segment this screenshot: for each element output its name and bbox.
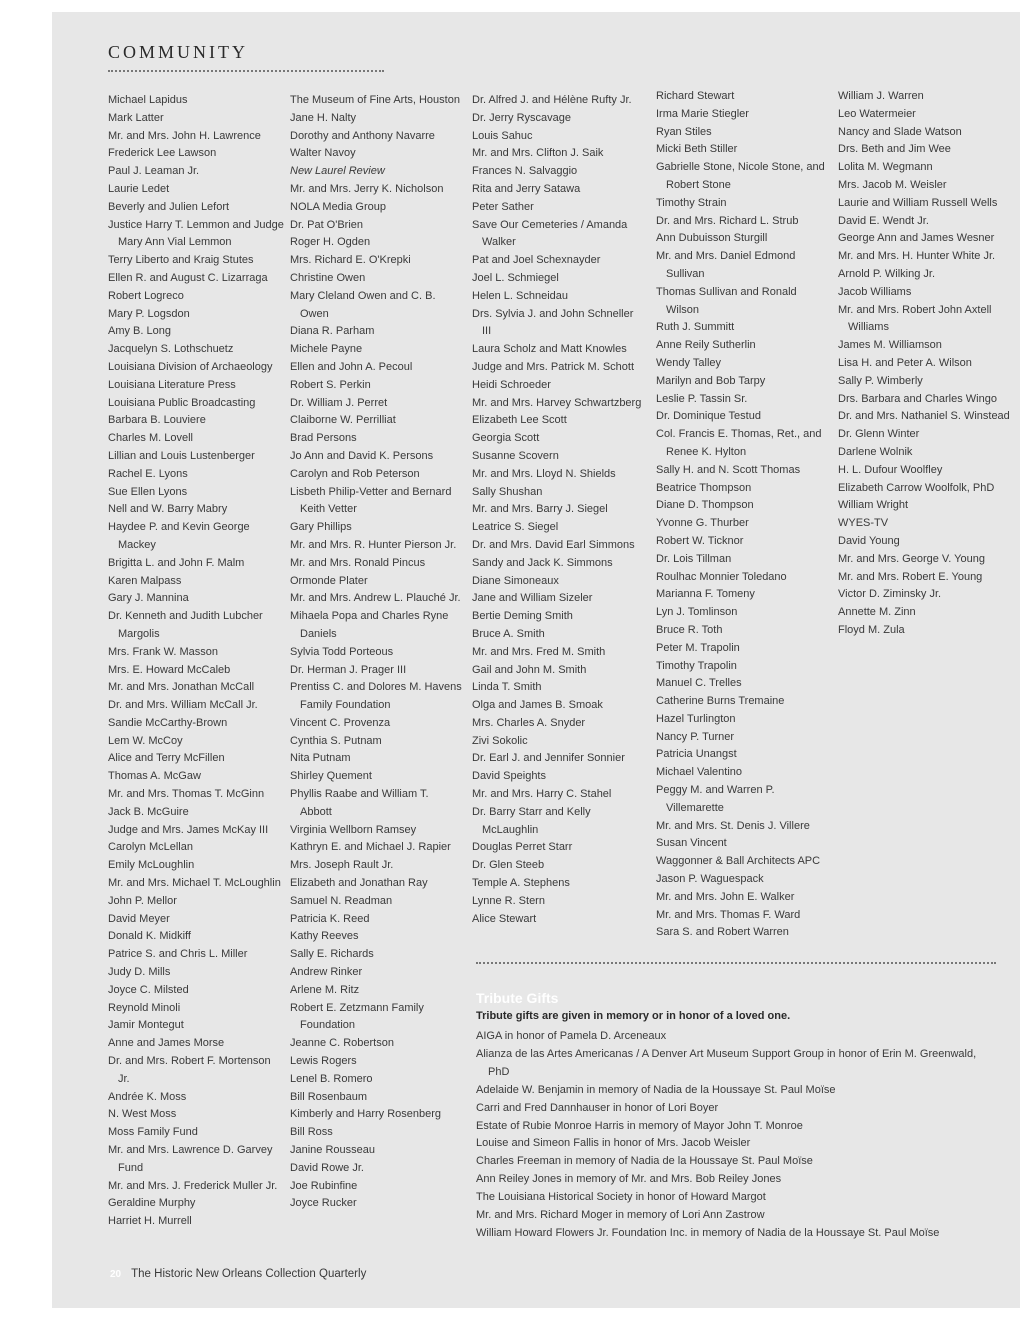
tribute-item: Estate of Rubie Monroe Harris in memory of Mayor John T. Monroe bbox=[476, 1119, 803, 1132]
donor-name: Mr. and Mrs. Fred M. Smith bbox=[472, 645, 606, 658]
donor-name: James M. Williamson bbox=[838, 339, 942, 352]
tribute-list bbox=[476, 1028, 996, 1243]
donor-name: William J. Warren bbox=[838, 90, 924, 102]
donor-name: Alice Stewart bbox=[472, 912, 537, 925]
donor-name: Mr. and Mrs. Robert John Axtell Williams bbox=[838, 303, 992, 334]
donor-name: Geraldine Murphy bbox=[108, 1197, 196, 1210]
donor-name: Lolita M. Wegmann bbox=[838, 161, 933, 174]
donor-name: Dr. and Mrs. William McCall Jr. bbox=[108, 699, 258, 712]
donor-name: Virginia Wellborn Ramsey bbox=[290, 823, 417, 836]
donor-name: Ryan Stiles bbox=[656, 125, 712, 138]
donor-name: Samuel N. Readman bbox=[290, 894, 393, 907]
donor-name: Dorothy and Anthony Navarre bbox=[290, 129, 435, 142]
donor-name: Mark Latter bbox=[108, 111, 164, 124]
donor-name: Douglas Perret Starr bbox=[472, 841, 573, 854]
donor-name: Robert E. Zetzmann Family Foundation bbox=[290, 1001, 424, 1032]
donor-name: Christine Owen bbox=[290, 271, 366, 284]
page bbox=[52, 12, 1020, 1308]
donor-name: Mr. and Mrs. Robert E. Young bbox=[838, 570, 983, 583]
donor-name: Kimberly and Harry Rosenberg bbox=[290, 1108, 442, 1121]
donor-name: Sally P. Wimberly bbox=[838, 374, 923, 387]
donor-name: Justice Harry T. Lemmon and Judge Mary Ann Vial Lemmon bbox=[108, 218, 284, 249]
donor-name: Patricia Unangst bbox=[656, 748, 737, 761]
donor-name: Haydee P. and Kevin George Mackey bbox=[108, 521, 250, 551]
donor-name: Dr. and Mrs. Richard L. Strub bbox=[656, 214, 799, 227]
donor-name: David Rowe Jr. bbox=[290, 1161, 364, 1174]
donor-name: Dr. William J. Perret bbox=[290, 396, 388, 409]
donor-name: Phyllis Raabe and William T. Abbott bbox=[290, 788, 429, 818]
donor-name: Elizabeth Lee Scott bbox=[472, 414, 567, 427]
donor-name: Michael Valentino bbox=[656, 766, 743, 779]
donor-name: Sandy and Jack K. Simmons bbox=[472, 556, 613, 569]
donor-name: Amy B. Long bbox=[108, 325, 171, 338]
donor-name: Mrs. Frank W. Masson bbox=[108, 645, 219, 658]
donor-name: Patrice S. and Chris L. Miller bbox=[108, 948, 248, 961]
donor-name: Judy D. Mills bbox=[108, 966, 171, 979]
donor-name: Paul J. Leaman Jr. bbox=[108, 165, 200, 178]
donor-name: Dr. and Mrs. Robert F. Mortenson Jr. bbox=[108, 1055, 271, 1085]
donor-name: Save Our Cemeteries / Amanda Walker bbox=[472, 218, 628, 249]
donor-name: Elizabeth and Jonathan Ray bbox=[290, 877, 428, 890]
donor-name: Leslie P. Tassin Sr. bbox=[656, 392, 748, 405]
donor-name: Kathy Reeves bbox=[290, 930, 359, 943]
donor-name: Mr. and Mrs. H. Hunter White Jr. bbox=[838, 250, 996, 263]
donor-name: Frances N. Salvaggio bbox=[472, 165, 578, 178]
donor-name: Dr. and Mrs. David Earl Simmons bbox=[472, 538, 635, 551]
donor-name: Joel L. Schmiegel bbox=[472, 271, 559, 284]
tribute-item: Alianza de las Artes Americanas / A Denver Art Museum Support Group in honor of Erin M. Greenwald, PhD bbox=[476, 1047, 977, 1078]
donor-name: Terry Liberto and Kraig Stutes bbox=[108, 254, 254, 267]
donor-column-3 bbox=[472, 92, 644, 928]
donor-name: Arnold P. Wilking Jr. bbox=[838, 267, 936, 280]
donor-column-5 bbox=[838, 88, 1014, 640]
donor-name: Robert Logreco bbox=[108, 289, 184, 302]
donor-name: Jo Ann and David K. Persons bbox=[290, 449, 434, 462]
donor-name: Jeanne C. Robertson bbox=[290, 1037, 394, 1050]
donor-name: Bill Ross bbox=[290, 1126, 333, 1139]
donor-name: Lisbeth Philip-Vetter and Bernard Keith Vetter bbox=[290, 485, 452, 516]
donor-name: Barbara B. Louviere bbox=[108, 414, 206, 427]
donor-name: Walter Navoy bbox=[290, 147, 356, 160]
donor-name: Louisiana Division of Archaeology bbox=[108, 360, 273, 373]
donor-name: Louis Sahuc bbox=[472, 129, 533, 142]
donor-name: Gail and John M. Smith bbox=[472, 663, 587, 676]
donor-name: Jamir Montegut bbox=[108, 1019, 184, 1032]
donor-name: Cynthia S. Putnam bbox=[290, 734, 382, 747]
donor-name: Gabrielle Stone, Nicole Stone, and Robert Stone bbox=[656, 161, 825, 191]
donor-name: Darlene Wolnik bbox=[838, 445, 913, 458]
donor-name: Jacob Williams bbox=[838, 285, 912, 298]
donor-name: Irma Marie Stiegler bbox=[656, 107, 749, 120]
donor-name: Mr. and Mrs. Barry J. Siegel bbox=[472, 503, 608, 516]
donor-name: Mr. and Mrs. Harvey Schwartzberg bbox=[472, 396, 642, 409]
donor-name: Leatrice S. Siegel bbox=[472, 521, 559, 534]
donor-name: Lynne R. Stern bbox=[472, 894, 545, 907]
tribute-item: Charles Freeman in memory of Nadia de la Houssaye St. Paul Moïse bbox=[476, 1155, 813, 1168]
donor-name: Linda T. Smith bbox=[472, 681, 542, 694]
donor-name: Jack B. McGuire bbox=[108, 805, 189, 818]
donor-name: Kathryn E. and Michael J. Rapier bbox=[290, 841, 451, 854]
donor-name: Elizabeth Carrow Woolfolk, PhD bbox=[838, 481, 995, 494]
donor-name: Peter Sather bbox=[472, 200, 534, 213]
donor-name: Dr. and Mrs. Nathaniel S. Winstead bbox=[838, 410, 1010, 423]
donor-name: Floyd M. Zula bbox=[838, 623, 905, 636]
donor-name: Mr. and Mrs. Clifton J. Saik bbox=[472, 147, 604, 160]
donor-name: Sue Ellen Lyons bbox=[108, 485, 188, 498]
donor-name: Nell and W. Barry Mabry bbox=[108, 503, 228, 516]
donor-name: Mr. and Mrs. J. Frederick Muller Jr. bbox=[108, 1179, 278, 1192]
donor-name: Helen L. Schneidau bbox=[472, 289, 569, 302]
donor-name: Judge and Mrs. James McKay III bbox=[108, 823, 269, 836]
donor-name: Bertie Deming Smith bbox=[472, 610, 573, 623]
donor-name: Gary J. Mannina bbox=[108, 592, 189, 605]
donor-name: Jacquelyn S. Lothschuetz bbox=[108, 343, 234, 356]
donor-name: Jane H. Nalty bbox=[290, 111, 357, 124]
tribute-item: William Howard Flowers Jr. Foundation Inc. in memory of Nadia de la Houssaye St. Paul Moïse bbox=[476, 1226, 940, 1239]
donor-name: Claiborne W. Perrilliat bbox=[290, 414, 396, 427]
tribute-item: Ann Reiley Jones in memory of Mr. and Mrs. Bob Reiley Jones bbox=[476, 1173, 782, 1186]
donor-name: Mr. and Mrs. George V. Young bbox=[838, 552, 985, 565]
donor-name: Yvonne G. Thurber bbox=[656, 517, 749, 530]
donor-name: Anne and James Morse bbox=[108, 1037, 225, 1050]
donor-name: Mr. and Mrs. Daniel Edmond Sullivan bbox=[656, 250, 796, 280]
donor-name: Mary Cleland Owen and C. B. Owen bbox=[290, 289, 436, 320]
donor-name: Harriet H. Murrell bbox=[108, 1215, 192, 1228]
donor-name: Andrew Rinker bbox=[290, 966, 363, 979]
donor-name: Lewis Rogers bbox=[290, 1055, 357, 1068]
donor-name: Susanne Scovern bbox=[472, 449, 559, 462]
donor-name: Prentiss C. and Dolores M. Havens Family Foundation bbox=[290, 681, 462, 712]
donor-name: Joe Rubinfine bbox=[290, 1179, 358, 1192]
donor-name: Laura Scholz and Matt Knowles bbox=[472, 343, 627, 356]
donor-name: Mr. and Mrs. Andrew L. Plauché Jr. bbox=[290, 592, 461, 605]
donor-name: Sally H. and N. Scott Thomas bbox=[656, 463, 801, 476]
section-heading: COMMUNITY bbox=[108, 42, 249, 62]
donor-column-4 bbox=[656, 88, 832, 942]
donor-name: Diane Simoneaux bbox=[472, 574, 559, 587]
donor-name: Mr. and Mrs. Ronald Pincus bbox=[290, 556, 426, 569]
donor-name: Peter M. Trapolin bbox=[656, 641, 740, 654]
heading-divider bbox=[108, 70, 384, 72]
donor-name: Victor D. Ziminsky Jr. bbox=[838, 588, 942, 601]
donor-column-1 bbox=[108, 92, 284, 1231]
donor-name: Mr. and Mrs. St. Denis J. Villere bbox=[656, 819, 810, 832]
page-footer bbox=[110, 1268, 366, 1280]
donor-name: Wendy Talley bbox=[656, 356, 722, 369]
donor-name: Mrs. Charles A. Snyder bbox=[472, 716, 586, 729]
donor-name: Joyce Rucker bbox=[290, 1197, 357, 1210]
donor-name: Temple A. Stephens bbox=[472, 877, 570, 890]
donor-name: Frederick Lee Lawson bbox=[108, 147, 217, 160]
donor-name: Lem W. McCoy bbox=[108, 734, 183, 747]
donor-name: Mrs. Jacob M. Weisler bbox=[838, 178, 947, 191]
donor-name: Micki Beth Stiller bbox=[656, 143, 738, 156]
donor-name: Mrs. E. Howard McCaleb bbox=[108, 663, 231, 676]
donor-name: Robert S. Perkin bbox=[290, 378, 371, 391]
donor-name: Ormonde Plater bbox=[290, 574, 368, 587]
donor-name: Andrée K. Moss bbox=[108, 1090, 187, 1103]
donor-name: Mr. and Mrs. Jonathan McCall bbox=[108, 681, 255, 694]
donor-name: Mr. and Mrs. Harry C. Stahel bbox=[472, 788, 612, 801]
donor-name: Lillian and Louis Lustenberger bbox=[108, 449, 255, 462]
donor-name: Leo Watermeier bbox=[838, 107, 916, 120]
donor-name: Gary Phillips bbox=[290, 521, 352, 534]
donor-name: Pat and Joel Schexnayder bbox=[472, 254, 601, 267]
donor-name: NOLA Media Group bbox=[290, 200, 386, 213]
donor-name: Heidi Schroeder bbox=[472, 378, 551, 391]
donor-name: David Young bbox=[838, 534, 900, 547]
donor-name: Drs. Sylvia J. and John Schneller III bbox=[472, 307, 634, 338]
donor-name: Mr. and Mrs. R. Hunter Pierson Jr. bbox=[290, 538, 457, 551]
donor-name: Dr. Glen Steeb bbox=[472, 859, 545, 872]
donor-name: Mr. and Mrs. Lawrence D. Garvey Fund bbox=[108, 1144, 273, 1174]
donor-name: Marianna F. Tomeny bbox=[656, 588, 755, 601]
donor-name: Lyn J. Tomlinson bbox=[656, 606, 738, 619]
tribute-item: The Louisiana Historical Society in honor of Howard Margot bbox=[476, 1191, 766, 1204]
donor-name: Drs. Barbara and Charles Wingo bbox=[838, 392, 997, 405]
tribute-intro: Tribute gifts are given in memory or in honor of a loved one. bbox=[476, 1010, 791, 1022]
donor-name: Ruth J. Summitt bbox=[656, 321, 735, 334]
donor-name: Sara S. and Robert Warren bbox=[656, 926, 789, 939]
donor-name: Bruce A. Smith bbox=[472, 627, 545, 640]
donor-name: Jason P. Waguespack bbox=[656, 873, 764, 886]
donor-name: Nancy P. Turner bbox=[656, 730, 735, 743]
donor-name: Dr. Herman J. Prager III bbox=[290, 663, 407, 676]
donor-name: Nancy and Slade Watson bbox=[838, 125, 962, 138]
donor-name: Mrs. Richard E. O'Krepki bbox=[290, 254, 411, 267]
donor-name: Mr. and Mrs. Thomas T. McGinn bbox=[108, 788, 265, 801]
donor-name: Lenel B. Romero bbox=[290, 1072, 373, 1085]
donor-name: Louisiana Public Broadcasting bbox=[108, 396, 256, 409]
donor-name: Sally Shushan bbox=[472, 485, 543, 498]
donor-name: Roulhac Monnier Toledano bbox=[656, 570, 787, 583]
donor-name: David Speights bbox=[472, 770, 546, 783]
donor-name: Susan Vincent bbox=[656, 837, 727, 850]
donor-name: The Museum of Fine Arts, Houston bbox=[290, 94, 460, 106]
donor-name: Bill Rosenbaum bbox=[290, 1090, 368, 1103]
donor-name: Sandie McCarthy-Brown bbox=[108, 716, 228, 729]
donor-name: Louisiana Literature Press bbox=[108, 378, 236, 391]
donor-name: WYES-TV bbox=[838, 517, 889, 530]
tribute-item: Mr. and Mrs. Richard Moger in memory of Lori Ann Zastrow bbox=[476, 1209, 765, 1222]
donor-name: Patricia K. Reed bbox=[290, 912, 370, 925]
donor-name: H. L. Dufour Woolfley bbox=[838, 463, 943, 476]
donor-name: Dr. Lois Tillman bbox=[656, 552, 732, 565]
donor-name: David Meyer bbox=[108, 912, 170, 925]
donor-name: Arlene M. Ritz bbox=[290, 983, 360, 996]
donor-name: Bruce R. Toth bbox=[656, 623, 723, 636]
donor-name: Marilyn and Bob Tarpy bbox=[656, 374, 766, 387]
donor-name: Beatrice Thompson bbox=[656, 481, 752, 494]
donor-name: Donald K. Midkiff bbox=[108, 930, 191, 943]
donor-name: Dr. Kenneth and Judith Lubcher Margolis bbox=[108, 610, 263, 640]
donor-name: John P. Mellor bbox=[108, 894, 177, 907]
donor-name: Anne Reily Sutherlin bbox=[656, 339, 756, 352]
donor-name: Dr. Pat O'Brien bbox=[290, 218, 364, 231]
donor-name: Sally E. Richards bbox=[290, 948, 374, 961]
donor-name: William Wright bbox=[838, 499, 909, 512]
donor-name: Michael Lapidus bbox=[108, 94, 188, 106]
donor-name: Rachel E. Lyons bbox=[108, 467, 188, 480]
donor-name: Brad Persons bbox=[290, 432, 357, 445]
donor-column-2 bbox=[290, 92, 462, 1213]
donor-name: Michele Payne bbox=[290, 343, 363, 356]
donor-name: Charles M. Lovell bbox=[108, 432, 193, 445]
donor-name: Shirley Quement bbox=[290, 770, 372, 783]
donor-name: Robert W. Ticknor bbox=[656, 534, 744, 547]
donor-name: Mrs. Joseph Rault Jr. bbox=[290, 859, 394, 872]
donor-name: Dr. Glenn Winter bbox=[838, 428, 920, 441]
donor-name: Joyce C. Milsted bbox=[108, 983, 189, 996]
donor-name: Annette M. Zinn bbox=[838, 606, 916, 619]
donor-name: Manuel C. Trelles bbox=[656, 677, 742, 690]
donor-name: Alice and Terry McFillen bbox=[108, 752, 225, 765]
donor-name: Diana R. Parham bbox=[290, 325, 375, 338]
donor-name: Thomas Sullivan and Ronald Wilson bbox=[656, 285, 797, 316]
donor-name: N. West Moss bbox=[108, 1108, 177, 1121]
tribute-title: Tribute Gifts bbox=[476, 990, 559, 1006]
donor-name: Timothy Trapolin bbox=[656, 659, 737, 672]
donor-name: Laurie Ledet bbox=[108, 182, 170, 195]
donor-name: David E. Wendt Jr. bbox=[838, 214, 929, 227]
donor-name: Georgia Scott bbox=[472, 432, 540, 445]
donor-name: Emily McLoughlin bbox=[108, 859, 195, 872]
donor-name: Rita and Jerry Satawa bbox=[472, 182, 581, 195]
donor-name: Mr. and Mrs. John H. Lawrence bbox=[108, 129, 261, 142]
donor-name: Peggy M. and Warren P. Villemarette bbox=[656, 784, 775, 814]
donor-name: Drs. Beth and Jim Wee bbox=[838, 143, 951, 156]
donor-name: Thomas A. McGaw bbox=[108, 770, 201, 783]
donor-name: Nita Putnam bbox=[290, 752, 351, 765]
donor-name: Janine Rousseau bbox=[290, 1144, 376, 1157]
donor-name: Ellen R. and August C. Lizarraga bbox=[108, 271, 268, 284]
donor-name: Brigitta L. and John F. Malm bbox=[108, 556, 245, 569]
tribute-item: Louise and Simeon Fallis in honor of Mrs. Jacob Weisler bbox=[476, 1137, 751, 1150]
donor-name: Jane and William Sizeler bbox=[472, 592, 593, 605]
page-number: 20 bbox=[110, 1269, 122, 1280]
donor-name: Mr. and Mrs. Jerry K. Nicholson bbox=[290, 182, 444, 195]
donor-name: Mary P. Logsdon bbox=[108, 307, 190, 320]
donor-name: Carolyn and Rob Peterson bbox=[290, 467, 420, 480]
tribute-item: Carri and Fred Dannhauser in honor of Lori Boyer bbox=[476, 1101, 719, 1114]
tribute-item: AIGA in honor of Pamela D. Arceneaux bbox=[476, 1030, 667, 1042]
donor-name: Dr. Alfred J. and Hélène Rufty Jr. bbox=[472, 94, 632, 106]
donor-name: George Ann and James Wesner bbox=[838, 232, 995, 245]
donor-name: Dr. Earl J. and Jennifer Sonnier bbox=[472, 752, 625, 765]
donor-name: Roger H. Ogden bbox=[290, 236, 371, 249]
donor-name: Mr. and Mrs. Michael T. McLoughlin bbox=[108, 877, 281, 890]
donor-name: Catherine Burns Tremaine bbox=[656, 695, 785, 708]
donor-name: Ellen and John A. Pecoul bbox=[290, 360, 413, 373]
donor-name: Mr. and Mrs. Lloyd N. Shields bbox=[472, 467, 616, 480]
donor-name: Sylvia Todd Porteous bbox=[290, 645, 394, 658]
donor-name: Dr. Jerry Ryscavage bbox=[472, 111, 572, 124]
donor-name: Judge and Mrs. Patrick M. Schott bbox=[472, 360, 635, 373]
publication-title: The Historic New Orleans Collection Quarterly bbox=[131, 1268, 367, 1280]
donor-name: Vincent C. Provenza bbox=[290, 716, 391, 729]
donor-name: Waggonner & Ball Architects APC bbox=[656, 855, 821, 868]
donor-name: Diane D. Thompson bbox=[656, 499, 754, 512]
donor-name: Ann Dubuisson Sturgill bbox=[656, 232, 768, 245]
donor-name: Lisa H. and Peter A. Wilson bbox=[838, 356, 972, 369]
donor-name: Richard Stewart bbox=[656, 90, 735, 102]
donor-name: Olga and James B. Smoak bbox=[472, 699, 603, 712]
donor-name: Beverly and Julien Lefort bbox=[108, 200, 230, 213]
donor-name: Dr. Dominique Testud bbox=[656, 410, 761, 423]
donor-name: Col. Francis E. Thomas, Ret., and Renee K. Hylton bbox=[656, 428, 822, 458]
donor-name: Mr. and Mrs. Thomas F. Ward bbox=[656, 908, 801, 921]
donor-name: New Laurel Review bbox=[290, 165, 385, 178]
donor-name: Laurie and William Russell Wells bbox=[838, 196, 998, 209]
tribute-divider bbox=[476, 962, 996, 964]
donor-name: Mihaela Popa and Charles Ryne Daniels bbox=[290, 610, 449, 640]
donor-name: Reynold Minoli bbox=[108, 1001, 181, 1014]
donor-name: Carolyn McLellan bbox=[108, 841, 193, 854]
donor-name: Moss Family Fund bbox=[108, 1126, 198, 1139]
donor-name: Timothy Strain bbox=[656, 196, 727, 209]
donor-name: Mr. and Mrs. John E. Walker bbox=[656, 890, 795, 903]
donor-name: Dr. Barry Starr and Kelly McLaughlin bbox=[472, 805, 591, 836]
tribute-item: Adelaide W. Benjamin in memory of Nadia de la Houssaye St. Paul Moïse bbox=[476, 1083, 836, 1096]
donor-name: Hazel Turlington bbox=[656, 712, 736, 725]
donor-name: Karen Malpass bbox=[108, 574, 182, 587]
donor-name: Zivi Sokolic bbox=[472, 734, 528, 747]
